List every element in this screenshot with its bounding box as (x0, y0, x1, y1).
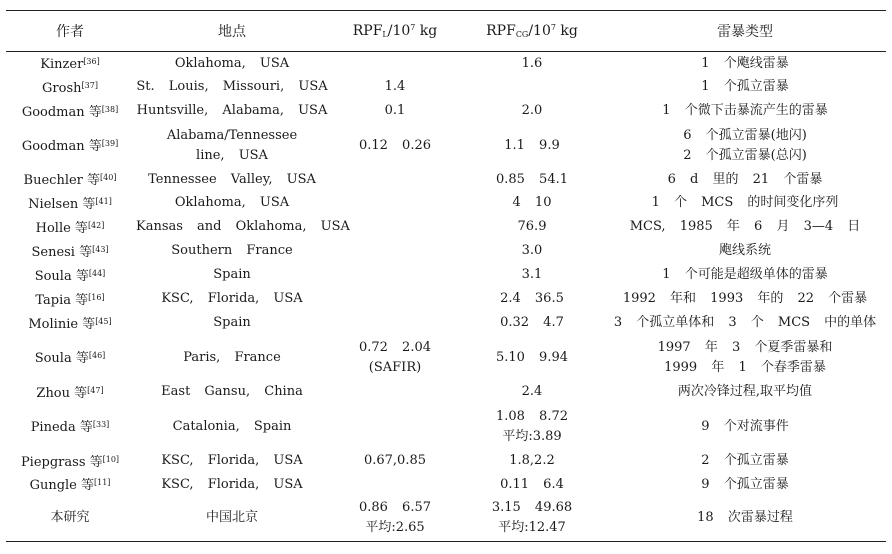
storm-type-line: 6 个孤立雷暴(地闪) (683, 127, 807, 143)
cell-rpfcg (460, 287, 604, 311)
cell-storm-type (604, 449, 886, 473)
cell-location (134, 215, 350, 239)
citation-ref: [10] (102, 454, 120, 464)
table-row (6, 123, 886, 168)
storm-type-line: 1999 年 1 个春季雷暴 (664, 359, 826, 375)
storm-type-line: MCS, 1985 年 6 月 3—4 日 (629, 219, 861, 234)
author-name: Piepgrass 等 (20, 454, 103, 470)
cell-storm-type (604, 380, 886, 404)
author-name: Zhou 等 (36, 385, 88, 401)
header-rpfl-sub: L (382, 30, 388, 39)
rpfcg-line: 0.32 4.7 (500, 315, 564, 330)
rpfcg-line: 0.11 6.4 (500, 476, 564, 492)
storm-type-line: 飑线系统 (718, 243, 771, 258)
author-name: Nielsen 等 (28, 196, 96, 212)
cell-location (134, 496, 330, 541)
table-body (6, 52, 886, 542)
author-name: Grosh (42, 80, 82, 96)
cell-rpfl (330, 404, 460, 449)
storm-type-line: 2 个孤立雷暴 (701, 453, 789, 468)
cell-storm-type (604, 52, 886, 76)
location-line: KSC, Florida, USA (161, 291, 303, 306)
location-line: Tennessee Valley, USA (148, 171, 316, 187)
citation-ref: [38] (101, 104, 119, 114)
location-line: Paris, France (183, 349, 281, 365)
storm-type-line: 1 个孤立雷暴 (701, 79, 789, 94)
cell-rpfcg (460, 75, 604, 99)
storm-type-line: 2 个孤立雷暴(总闪) (683, 147, 807, 163)
location-line: St. Louis, Missouri, USA (136, 79, 328, 94)
rpfl-line: 0.1 (384, 103, 406, 118)
location-line: line, USA (196, 147, 268, 163)
cell-author (6, 380, 134, 404)
cell-rpfl (330, 287, 460, 311)
header-author: 作者 (6, 11, 134, 52)
rpfcg-line: 2.4 (521, 384, 543, 399)
cell-author (6, 75, 134, 99)
location-line: Kansas and Oklahoma, USA (136, 219, 350, 234)
citation-ref: [11] (94, 478, 111, 487)
cell-location (134, 75, 330, 99)
table-row (6, 168, 886, 191)
rpfcg-line: 1.6 (521, 55, 543, 71)
cell-storm-type (604, 335, 886, 380)
cell-storm-type (604, 496, 886, 541)
rpfl-line: 1.4 (384, 79, 406, 94)
rpfl-line: 0.72 2.04 (358, 339, 432, 355)
cell-author (6, 335, 134, 380)
citation-ref: [37] (81, 80, 98, 90)
cell-location (134, 287, 330, 311)
citation-ref: [40] (100, 173, 117, 182)
table-row (6, 215, 886, 239)
rpfcg-line: 平均:12.47 (498, 520, 566, 536)
cell-location (134, 311, 330, 335)
cell-rpfcg (460, 404, 604, 449)
cell-storm-type (604, 404, 886, 449)
cell-location (134, 335, 330, 380)
cell-rpfcg (460, 496, 604, 541)
header-rpfl-unit-exp: 7 (410, 23, 416, 32)
location-line: Spain (213, 267, 251, 282)
cell-storm-type (604, 239, 886, 263)
cell-rpfcg (460, 123, 604, 168)
cell-location (134, 239, 330, 263)
header-rpfl (330, 11, 460, 52)
citation-ref: [43] (92, 244, 109, 254)
storm-type-line: 两次冷锋过程,取平均值 (677, 384, 813, 399)
cell-location (134, 449, 330, 473)
header-rpfcg (460, 11, 604, 52)
location-line: 中国北京 (205, 510, 258, 526)
header-rpfcg-prefix: RPF (486, 23, 516, 39)
cell-location (134, 191, 330, 215)
cell-rpfl (330, 335, 460, 380)
cell-rpfcg (460, 263, 604, 287)
cell-author (6, 99, 134, 123)
location-line: KSC, Florida, USA (161, 453, 303, 468)
cell-rpfcg (460, 239, 604, 263)
cell-author (6, 473, 134, 496)
header-storm-type: 雷暴类型 (604, 11, 886, 52)
cell-author (6, 287, 134, 311)
table-row (6, 335, 886, 380)
rpfcg-line: 5.10 9.94 (495, 349, 569, 365)
rpfcg-line: 1.1 9.9 (504, 137, 560, 153)
cell-location (134, 380, 330, 404)
cell-rpfcg (460, 215, 604, 239)
citation-ref: [16] (88, 292, 105, 302)
storm-type-line: 1 个 MCS 的时间变化序列 (651, 195, 839, 210)
cell-author (6, 215, 134, 239)
cell-rpfcg (460, 449, 604, 473)
cell-rpfcg (460, 168, 604, 191)
cell-location (134, 99, 330, 123)
citation-ref: [39] (101, 139, 119, 148)
table-row (6, 311, 886, 335)
cell-rpfl (330, 191, 460, 215)
storm-type-line: 9 个对流事件 (701, 418, 789, 434)
cell-author (6, 496, 134, 541)
rpfcg-line: 3.15 49.68 (491, 500, 573, 516)
cell-rpfcg (460, 335, 604, 380)
cell-author (6, 123, 134, 168)
author-name: Goodman 等 (21, 139, 102, 154)
cell-author (6, 191, 134, 215)
header-location: 地点 (134, 11, 330, 52)
cell-author (6, 449, 134, 473)
author-name: Tapia 等 (35, 292, 89, 308)
rpfcg-line: 3.1 (521, 267, 543, 282)
rpfcg-line: 1.8,2.2 (509, 453, 555, 468)
table-row (6, 380, 886, 404)
location-line: Huntsville, Alabama, USA (136, 103, 328, 118)
author-name: Soula 等 (34, 268, 89, 284)
storm-type-line: 1992 年和 1993 年的 22 个雷暴 (622, 291, 868, 306)
rpfcg-line: 2.0 (521, 103, 543, 118)
cell-rpfl (330, 52, 460, 76)
cell-location (134, 263, 330, 287)
table-row (6, 473, 886, 496)
cell-storm-type (604, 473, 886, 496)
author-name: 本研究 (50, 510, 90, 526)
rpfcg-line: 0.85 54.1 (495, 171, 569, 187)
location-line: Catalonia, Spain (172, 418, 292, 434)
rpfl-line: (SAFIR) (368, 359, 422, 375)
storm-type-line: 9 个孤立雷暴 (701, 476, 789, 492)
citation-ref: [36] (83, 57, 100, 66)
cell-rpfl (330, 473, 460, 496)
location-line: KSC, Florida, USA (161, 476, 303, 492)
header-rpfl-unit-prefix: /10 (387, 23, 411, 39)
header-rpfcg-unit-exp: 7 (550, 23, 556, 32)
rpfl-line: 平均:2.65 (365, 520, 425, 536)
cell-rpfl (330, 123, 460, 168)
table-row (6, 52, 886, 76)
storm-type-line: 18 次雷暴过程 (697, 510, 793, 526)
cell-rpfl (330, 449, 460, 473)
cell-location (134, 473, 330, 496)
citation-ref: [44] (88, 268, 106, 278)
cell-location (134, 404, 330, 449)
rpfl-line: 0.86 6.57 (358, 500, 432, 516)
cell-rpfcg (460, 380, 604, 404)
cell-rpfl (330, 380, 460, 404)
table-row (6, 239, 886, 263)
author-name: Pineda 等 (30, 420, 93, 435)
storm-type-line: 1 个可能是超级单体的雷暴 (662, 267, 828, 282)
cell-rpfl (330, 75, 460, 99)
header-rpfcg-sub: CG (515, 30, 529, 39)
header-rpfcg-unit-prefix: /10 (528, 23, 551, 39)
cell-author (6, 311, 134, 335)
cell-author (6, 168, 134, 191)
cell-author (6, 404, 134, 449)
table-row (6, 99, 886, 123)
cell-location (134, 123, 330, 168)
rpfcg-line: 平均:3.89 (502, 428, 562, 444)
citation-ref: [42] (87, 220, 105, 230)
table-row (6, 404, 886, 449)
location-line: East Gansu, China (161, 384, 303, 399)
cell-storm-type (604, 287, 886, 311)
author-name: Senesi 等 (31, 244, 93, 260)
citation-ref: [46] (88, 351, 106, 360)
cell-author (6, 239, 134, 263)
cell-rpfl (330, 168, 460, 191)
rpfcg-line: 4 10 (512, 195, 552, 210)
table-row (6, 191, 886, 215)
cell-author (6, 263, 134, 287)
header-row (6, 11, 886, 52)
cell-location (134, 168, 330, 191)
table-row (6, 263, 886, 287)
cell-rpfcg (460, 99, 604, 123)
location-line: Southern France (171, 243, 293, 258)
author-name: Buechler 等 (23, 173, 101, 188)
location-line: Oklahoma, USA (174, 195, 290, 210)
cell-rpfl (330, 99, 460, 123)
storm-type-line: 6 d 里的 21 个雷暴 (667, 171, 823, 187)
citation-ref: [41] (95, 196, 112, 206)
cell-rpfcg (460, 473, 604, 496)
cell-rpfl (330, 311, 460, 335)
cell-storm-type (604, 191, 886, 215)
author-name: Goodman 等 (21, 104, 102, 120)
table-header (6, 11, 886, 52)
cell-author (6, 52, 134, 76)
cell-location (134, 52, 330, 76)
header-rpfl-prefix: RPF (352, 23, 383, 39)
comparison-table (6, 10, 886, 542)
storm-type-line: 1997 年 3 个夏季雷暴和 (657, 339, 833, 355)
rpfl-line: 0.67,0.85 (363, 453, 427, 468)
author-name: Gungle 等 (29, 478, 94, 493)
cell-rpfcg (460, 311, 604, 335)
rpfcg-line: 1.08 8.72 (495, 408, 569, 424)
location-line: Alabama/Tennessee (166, 127, 298, 143)
table-row (6, 75, 886, 99)
author-name: Molinie 等 (28, 316, 96, 332)
cell-storm-type (604, 168, 886, 191)
author-name: Soula 等 (34, 351, 89, 366)
rpfcg-line: 3.0 (521, 243, 543, 258)
rpfcg-line: 2.4 36.5 (500, 291, 564, 306)
header-rpfcg-unit-suffix: kg (555, 23, 578, 39)
cell-rpfl (330, 496, 460, 541)
location-line: Spain (213, 315, 251, 330)
cell-storm-type (604, 311, 886, 335)
header-rpfl-unit-suffix: kg (415, 23, 438, 39)
cell-storm-type (604, 99, 886, 123)
cell-rpfl (330, 239, 460, 263)
storm-type-line: 1 个微下击暴流产生的雷暴 (662, 103, 828, 118)
cell-storm-type (604, 123, 886, 168)
storm-type-line: 1 个飑线雷暴 (701, 55, 789, 71)
author-name: Kinzer (40, 57, 84, 72)
citation-ref: [47] (87, 385, 104, 395)
table-row (6, 496, 886, 541)
cell-rpfcg (460, 52, 604, 76)
rpfl-line: 0.12 0.26 (358, 137, 432, 153)
cell-storm-type (604, 263, 886, 287)
citation-ref: [33] (92, 420, 110, 429)
citation-ref: [45] (95, 316, 112, 326)
cell-rpfcg (460, 191, 604, 215)
storm-type-line: 3 个孤立单体和 3 个 MCS 中的单体 (613, 315, 877, 330)
cell-rpfl (330, 263, 460, 287)
table-row (6, 287, 886, 311)
location-line: Oklahoma, USA (174, 55, 290, 71)
author-name: Holle 等 (35, 220, 88, 236)
cell-storm-type (604, 75, 886, 99)
cell-storm-type (604, 215, 886, 239)
table-row (6, 449, 886, 473)
rpfcg-line: 76.9 (517, 219, 547, 234)
